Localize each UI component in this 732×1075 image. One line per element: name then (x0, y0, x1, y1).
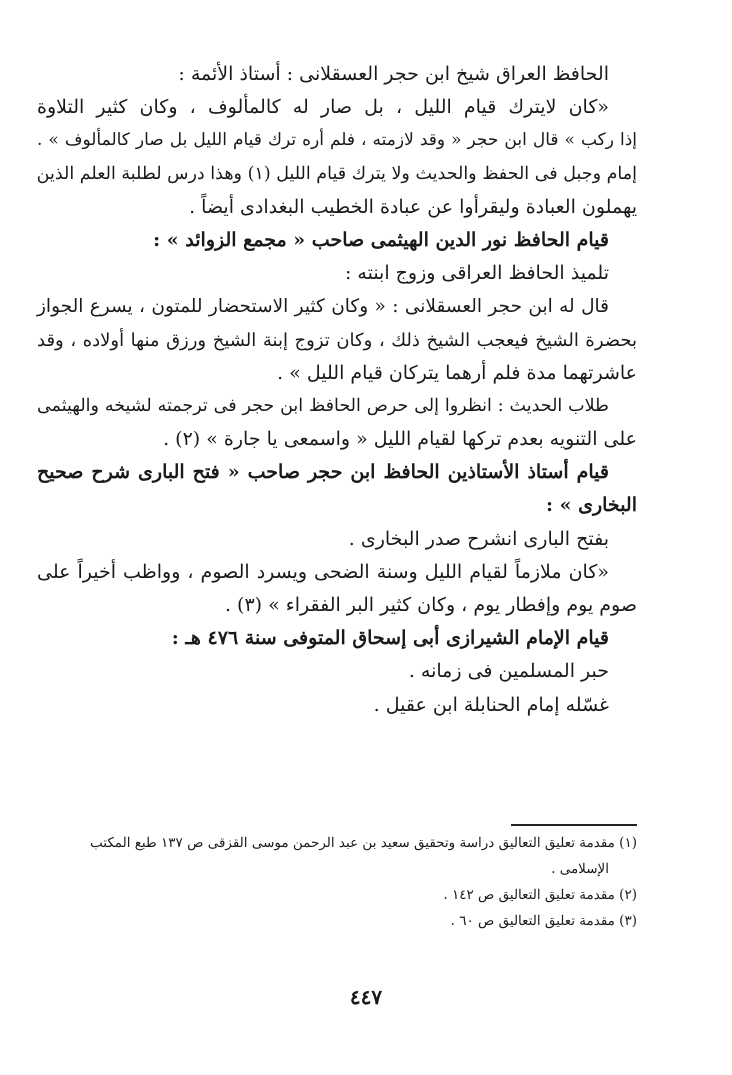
page-number: ٤٤٧ (349, 985, 383, 1009)
main-text (37, 58, 637, 722)
text-line: إذا ركب » قال ابن حجر « وقد لازمته ، فلم أره ترك قيام الليل بل صار كالمألوف » . (37, 130, 637, 151)
section-heading-line: قيام الحافظ نور الدين الهيثمى صاحب « مجمع الزوائد » : (153, 228, 609, 251)
footnote-line: (٢) مقدمة تعليق التعاليق ص ١٤٢ . (443, 887, 637, 903)
text-line: إمام وجبل فى الحفظ والحديث ولا يترك قيام الليل (١) وهذا درس لطلبة العلم الذين (36, 163, 637, 184)
text-line: قال له ابن حجر العسقلانى : « وكان كثير الاستحضار للمتون ، يسرع الجواز (37, 296, 609, 318)
text-line: طلاب الحديث : انظروا إلى حرص الحافظ ابن حجر فى ترجمته لشيخه والهيثمى (37, 395, 609, 416)
section-heading-line: البخارى » : (545, 494, 637, 517)
text-line: بفتح البارى انشرح صدر البخارى . (348, 527, 609, 550)
text-line: الحافظ العراق شيخ ابن حجر العسقلانى : أستاذ الأئمة : (178, 63, 609, 85)
text-line: عاشرتهما مدة فلم أرهما يتركان قيام الليل » . (277, 361, 637, 384)
footnotes (37, 830, 637, 934)
footnote-line: (١) مقدمة تعليق التعاليق دراسة وتحقيق سعيد بن عبد الرحمن موسى القزقى ص ١٣٧ طبع المكتب (89, 835, 637, 851)
footnote-separator (511, 824, 637, 826)
footnote-line: الإسلامى . (551, 861, 609, 877)
text-line: «كان لايترك قيام الليل ، بل صار له كالمألوف ، وكان كثير التلاوة (37, 96, 609, 119)
text-line: صوم يوم وإفطار يوم ، وكان كثير البر الفقراء » (٣) . (224, 594, 637, 616)
footnote-line: (٣) مقدمة تعليق التعاليق ص ٦٠ . (450, 913, 637, 929)
text-line: على التنويه بعدم تركها لقيام الليل « واسمعى يا جارة » (٢) . (163, 428, 637, 451)
section-heading-line: قيام الإمام الشيرازى أبى إسحاق المتوفى سنة ٤٧٦ هـ : (171, 627, 609, 650)
text-line: تلميذ الحافظ العراقى وزوج ابنته : (344, 262, 609, 285)
text-line: بحضرة الشيخ فيعجب الشيخ ذلك ، وكان تزوج إبنة الشيخ ورزق منها أولاده ، وقد (37, 329, 637, 351)
text-line: يهملون العبادة وليقرأوا عن عبادة الخطيب البغدادى أيضاً . (189, 195, 637, 218)
text-line: حبر المسلمين فى زمانه . (408, 660, 609, 683)
section-heading-line: قيام أستاذ الأستاذين الحافظ ابن حجر صاحب « فتح البارى شرح صحيح (37, 461, 609, 484)
text-line: «كان ملازماً لقيام الليل وسنة الضحى ويسرد الصوم ، وواظب أخيراً على (37, 560, 609, 583)
text-line: غسّله إمام الحنابلة ابن عقيل . (373, 693, 609, 716)
